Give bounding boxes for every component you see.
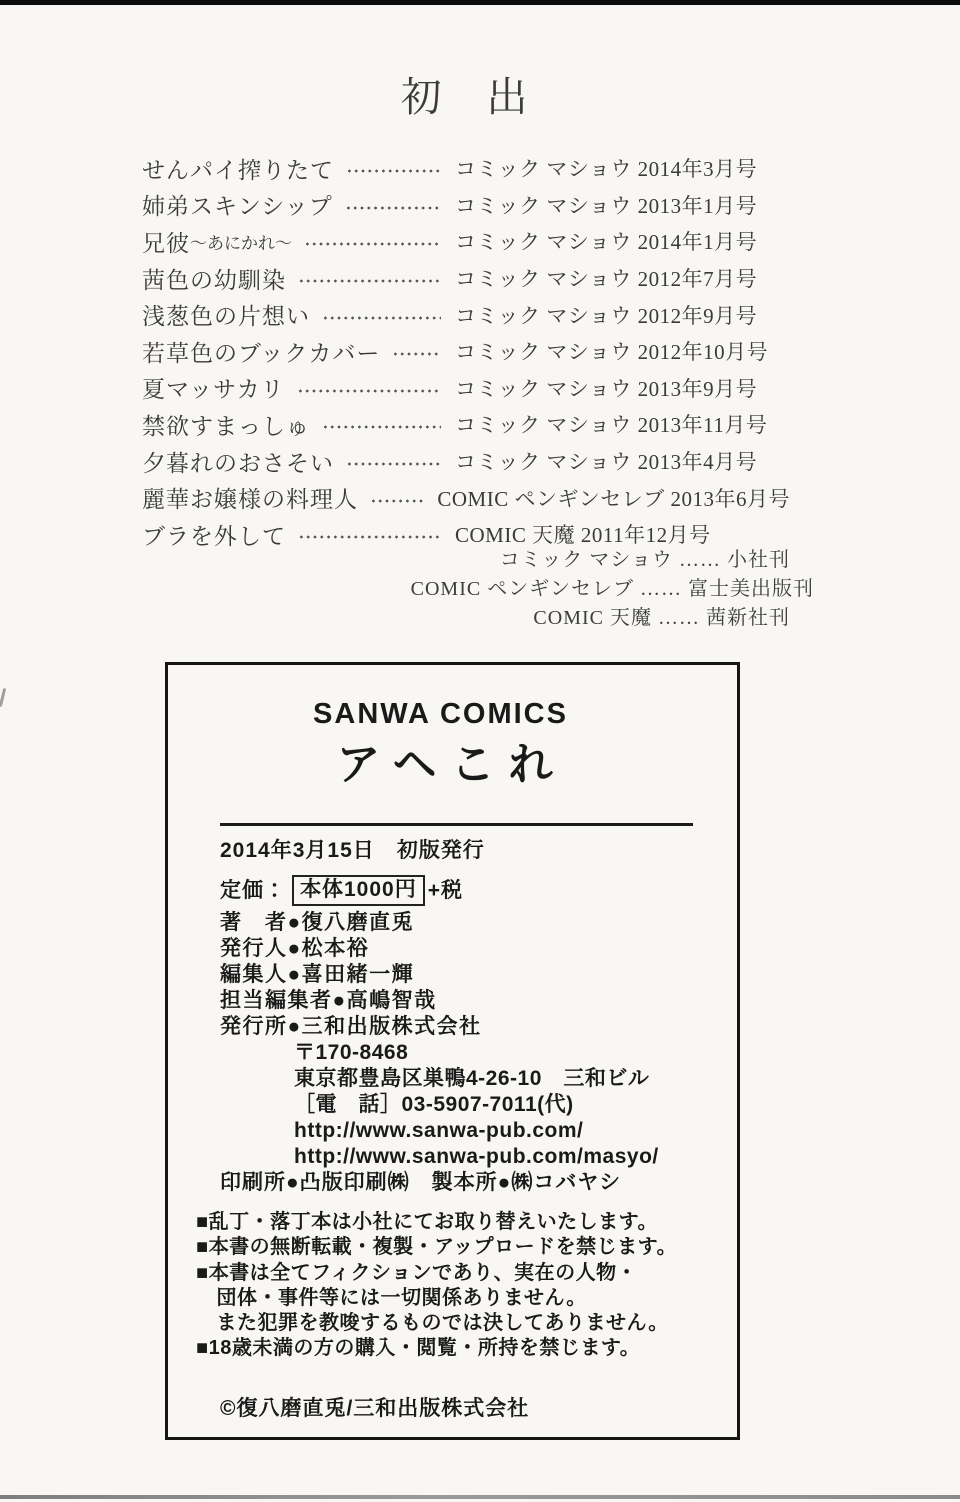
- magazine-issue: コミック マショウ 2013年11月号: [455, 413, 768, 438]
- title-divider: [220, 823, 693, 826]
- story-title: 兄彼: [142, 230, 190, 256]
- list-item: [142, 296, 790, 333]
- story-title: 姉弟スキンシップ: [142, 194, 333, 220]
- story-title-subtitle: ～あにかれ～: [190, 233, 292, 253]
- magazine-issue: COMIC ペンギンセレブ 2013年6月号: [437, 486, 790, 511]
- list-item: [142, 370, 790, 407]
- magazine-issue: コミック マショウ 2013年1月号: [455, 193, 758, 218]
- notice-line: ■18歳未満の方の購入・閲覧・所持を禁じます。: [196, 1337, 641, 1360]
- magazine-issue: COMIC 天魔 2011年12月号: [455, 523, 711, 548]
- list-item: [142, 333, 790, 370]
- first-publication-list: [142, 150, 790, 553]
- dot-leader: [298, 277, 441, 285]
- legal-notices: [196, 1210, 709, 1362]
- publisher-note-line: COMIC ペンギンセレブ …… 富士美出版刊: [410, 577, 814, 600]
- story-title: 若草色のブックカバー: [142, 340, 381, 366]
- dot-leader: [304, 240, 441, 248]
- price-suffix: +税: [427, 878, 463, 902]
- dot-leader: [345, 204, 441, 212]
- price-label: 定価：: [220, 878, 286, 902]
- magazine-issue: コミック マショウ 2012年7月号: [455, 267, 758, 292]
- magazine-url: http://www.sanwa-pub.com/masyo/: [294, 1145, 659, 1168]
- story-title: ブラを外して: [142, 523, 286, 549]
- price-box: 本体1000円: [292, 875, 425, 906]
- publisher-note-line: コミック マショウ …… 小社刊: [499, 549, 790, 571]
- notice-line: ■本書は全てフィクションであり、実在の人物・: [196, 1261, 638, 1284]
- credit-publishing-house: 発行所●三和出版株式会社: [220, 1015, 482, 1038]
- story-title: せんパイ搾りたて: [142, 157, 334, 183]
- notice-line: 団体・事件等には一切関係ありません。: [196, 1286, 587, 1309]
- book-title: アヘこれ: [336, 740, 567, 789]
- credit-publisher-person: 発行人●松本裕: [220, 937, 370, 960]
- publisher-address-block: [294, 1040, 709, 1170]
- website-url: http://www.sanwa-pub.com/: [294, 1119, 584, 1142]
- list-item: [142, 443, 790, 480]
- list-item: [142, 260, 790, 297]
- postal-code: 〒170-8468: [294, 1041, 409, 1064]
- dot-leader: [322, 314, 441, 322]
- dot-leader: [392, 350, 441, 358]
- phone-number: ［電 話］03-5907-7011(代): [294, 1093, 574, 1116]
- story-title: 禁欲すまっしゅ: [142, 413, 310, 439]
- magazine-issue: コミック マショウ 2013年9月号: [455, 376, 758, 401]
- magazine-issue: コミック マショウ 2012年9月号: [455, 303, 758, 328]
- notice-line: ■乱丁・落丁本は小社にてお取り替えいたします。: [196, 1211, 658, 1233]
- dot-leader: [346, 460, 441, 468]
- magazine-issue: コミック マショウ 2012年10月号: [455, 340, 769, 365]
- story-title: 麗華お嬢様の料理人: [142, 487, 358, 513]
- dot-leader: [322, 423, 441, 431]
- story-title: 浅葱色の片想い: [142, 304, 310, 330]
- dot-leader: [297, 387, 441, 395]
- magazine-issue: コミック マショウ 2014年1月号: [455, 230, 758, 255]
- list-item: [142, 187, 790, 224]
- story-title: 茜色の幼馴染: [142, 267, 286, 293]
- credit-editor: 編集人●喜田緒一輝: [220, 963, 415, 986]
- magazine-issue: コミック マショウ 2013年4月号: [455, 450, 758, 475]
- dot-leader: [346, 167, 441, 175]
- price-line: [220, 875, 709, 906]
- copyright-line: ©復八磨直兎/三和出版株式会社: [220, 1396, 530, 1420]
- colophon-box: [165, 662, 740, 1440]
- list-item: [142, 406, 790, 443]
- printer-binder-line: 印刷所●凸版印刷㈱ 製本所●㈱コバヤシ: [220, 1171, 622, 1194]
- credit-editor-in-charge: 担当編集者●高嶋智哉: [220, 989, 437, 1012]
- scan-edge-bottom: [0, 1495, 960, 1499]
- list-item: [142, 479, 790, 516]
- credit-author: 著 者●復八磨直兎: [220, 911, 415, 934]
- scan-edge-top: [0, 0, 960, 5]
- section-heading-first-publication: 初 出: [400, 74, 530, 120]
- story-title: 夕暮れのおさそい: [142, 450, 334, 476]
- notice-line: ■本書の無断転載・複製・アップロードを禁じます。: [196, 1236, 678, 1259]
- scan-artifact: [0, 688, 6, 707]
- list-item: [142, 223, 790, 260]
- imprint-brand: SANWA COMICS: [313, 698, 568, 730]
- street-address: 東京都豊島区巣鴨4-26-10 三和ビル: [294, 1067, 650, 1090]
- publisher-notes: [142, 546, 814, 632]
- list-item: [142, 150, 790, 187]
- publisher-note-line: COMIC 天魔 …… 茜新社刊: [533, 606, 790, 629]
- magazine-issue: コミック マショウ 2014年3月号: [455, 157, 758, 182]
- dot-leader: [370, 497, 423, 505]
- dot-leader: [298, 533, 441, 541]
- story-title: 夏マッサカリ: [142, 377, 285, 403]
- edition-date: 2014年3月15日 初版発行: [220, 839, 485, 862]
- credits-block: [220, 910, 709, 1040]
- notice-line: また犯罪を教唆するものでは決してありません。: [196, 1312, 669, 1335]
